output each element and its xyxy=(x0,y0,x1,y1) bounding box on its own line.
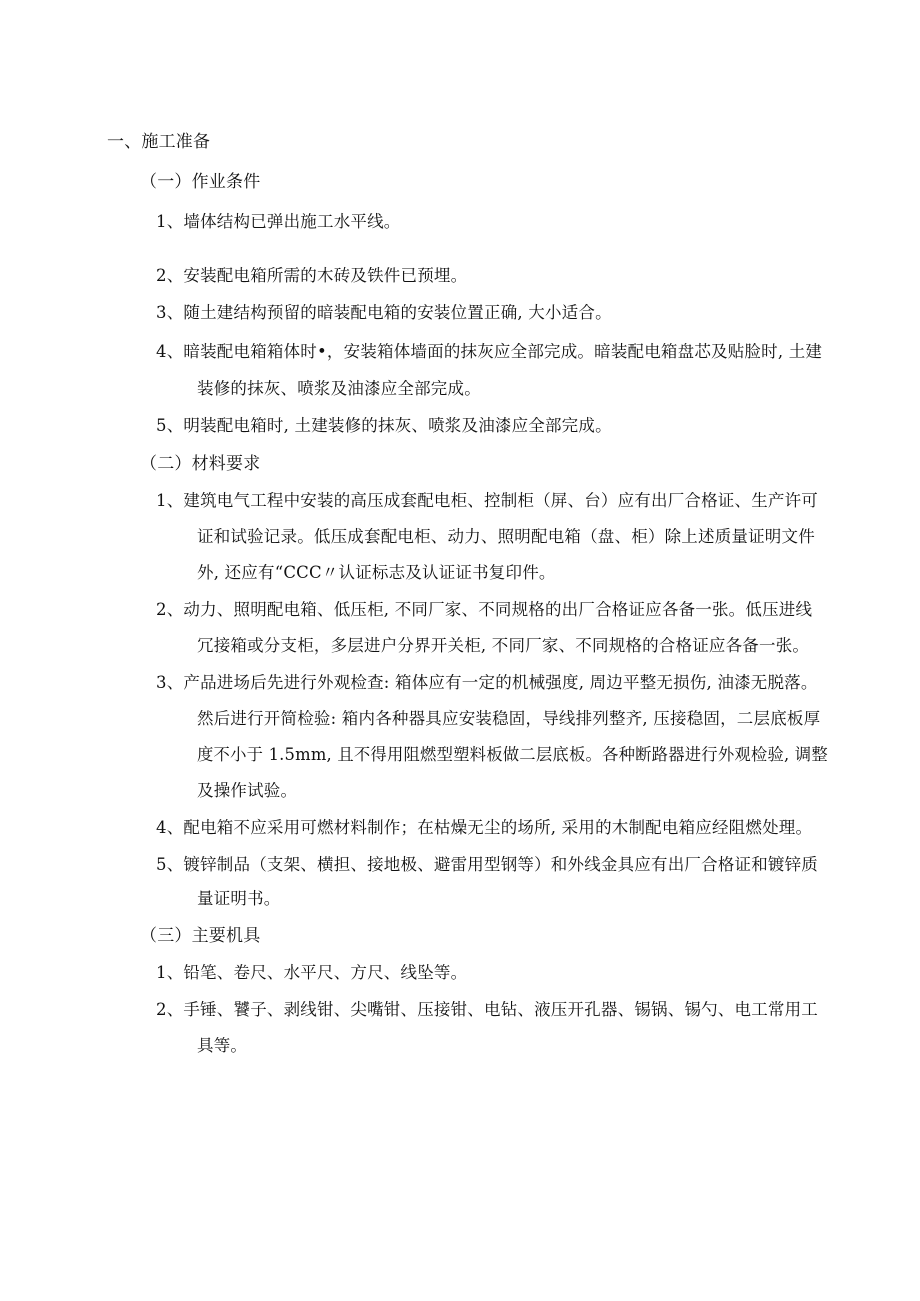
paragraph-line: 2、安装配电箱所需的木砖及铁件已预埋。 xyxy=(156,266,468,285)
paragraph-line: 1、墙体结构已弹出施工水平线。 xyxy=(156,212,401,231)
paragraph-line: 2、手锤、饕子、剥线钳、尖嘴钳、压接钳、电钻、液压开孔器、锡锅、锡勺、电工常用工 xyxy=(156,1000,818,1019)
paragraph-line: 5、镀锌制品（支架、横担、接地极、避雷用型钢等）和外线金具应有出厂合格证和镀锌质 xyxy=(156,855,818,874)
paragraph-line: 然后进行开简检验: 箱内各种器具应安装稳固，导线排列整齐, 压接稳固，二层底板厚 xyxy=(197,709,821,728)
paragraph-line: 3、产品进场后先进行外观检查: 箱体应有一定的机械强度, 周边平整无损伤, 油漆无脱落。 xyxy=(156,673,818,692)
paragraph-line: 证和试验记录。低压成套配电柜、动力、照明配电箱（盘、柜）除上述质量证明文件 xyxy=(197,527,815,546)
paragraph-line: 量证明书。 xyxy=(197,889,281,908)
paragraph-line: 5、明装配电箱时, 土建装修的抹灰、喷浆及油漆应全部完成。 xyxy=(156,416,612,435)
paragraph-line: 4、暗装配电箱箱体时•，安装箱体墙面的抹灰应全部完成。暗装配电箱盘芯及贴脸时, 土建 xyxy=(156,342,823,361)
paragraph-line: 2、动力、照明配电箱、低压柜, 不同厂家、不同规格的出厂合格证应各备一张。低压进线 xyxy=(156,600,813,619)
subsection-heading-tools: （三）主要机具 xyxy=(140,926,261,946)
paragraph-line: 3、随土建结构预留的暗装配电箱的安装位置正确, 大小适合。 xyxy=(156,303,612,322)
paragraph-line: 1、建筑电气工程中安装的高压成套配电柜、控制柜（屏、台）应有出厂合格证、生产许可 xyxy=(156,491,818,510)
section-heading: 一、施工准备 xyxy=(107,132,211,152)
paragraph-line: 冗接箱或分支柜，多层进户分界开关柜, 不同厂家、不同规格的合格证应各备一张。 xyxy=(197,636,810,655)
paragraph-line: 4、配电箱不应采用可燃材料制作；在枯燥无尘的场所, 采用的木制配电箱应经阻燃处理。 xyxy=(156,818,813,837)
subsection-heading-materials: （二）材料要求 xyxy=(140,454,261,474)
paragraph-line: 具等。 xyxy=(197,1036,248,1055)
paragraph-line: 度不小于 1.5mm, 且不得用阻燃型塑料板做二层底板。各种断路器进行外观检验, 调整 xyxy=(197,745,828,764)
paragraph-line: 1、铅笔、卷尺、水平尺、方尺、线坠等。 xyxy=(156,963,468,982)
subsection-heading-conditions: （一）作业条件 xyxy=(140,172,261,192)
paragraph-line: 及操作试验。 xyxy=(197,781,298,800)
paragraph-line: 外, 还应有“CCC〃认证标志及认证证书复印件。 xyxy=(197,563,556,582)
paragraph-line: 装修的抹灰、喷浆及油漆应全部完成。 xyxy=(197,379,481,398)
